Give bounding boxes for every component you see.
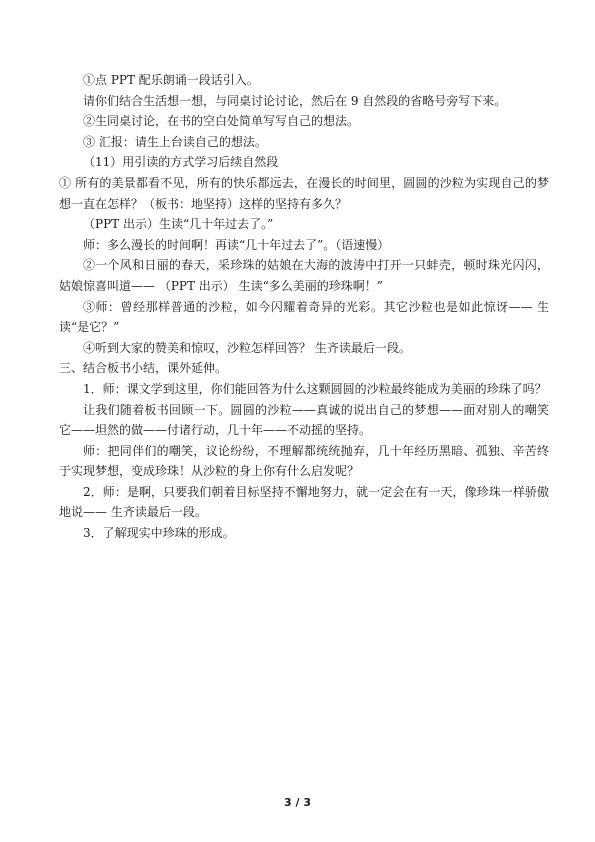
paragraph-3: ②生同桌讨论，在书的空白处简单写写自己的想法。 xyxy=(83,114,360,129)
paragraph-4: ③ 汇报：请生上台读自己的想法。 xyxy=(83,134,267,149)
paragraph-8: 师：多么漫长的时间啊！再读“几十年过去了”。（语速慢） xyxy=(83,237,390,252)
page-number: 3 / 3 xyxy=(284,796,311,809)
paragraph-7: （PPT 出示）生读“几十年过去了。” xyxy=(83,217,274,232)
paragraph-1: ①点 PPT 配乐朗诵一段话引入。 xyxy=(83,73,259,87)
paragraph-5: （11）用引读的方式学习后续自然段 xyxy=(83,155,279,170)
section-heading: 三、结合板书小结，课外延伸。 xyxy=(59,361,228,376)
paragraph-15: 师：把同伴们的嘲笑，议论纷纷，不理解都统统抛弃，几十年经历黑暗、孤独、辛苦终于实现梦想，变成珍珠！从沙粒的身上你有什么启发呢？ xyxy=(59,443,549,479)
paragraph-14: 让我们随着板书回顾一下。圆圆的沙粒——真诚的说出自己的梦想——面对别人的嘲笑它——坦然的做——付诸行动，几十年——不动摇的坚持。 xyxy=(59,402,549,438)
paragraph-11: ④听到大家的赞美和惊叹，沙粒怎样回答？ 生齐读最后一段。 xyxy=(83,340,411,355)
paragraph-13: 1．师：课文学到这里，你们能回答为什么这颗圆圆的沙粒最终能成为美丽的珍珠了吗？ xyxy=(83,381,547,396)
document-body xyxy=(59,70,549,544)
paragraph-2: 请你们结合生活想一想，与同桌讨论讨论，然后在 9 自然段的省略号旁写下来。 xyxy=(83,93,507,108)
paragraph-9: ②一个风和日丽的春天，采珍珠的姑娘在大海的波涛中打开一只蚌壳，顿时珠光闪闪，姑娘惊喜叫道—— （PPT 出示） 生读“多么美丽的珍珠啊！” xyxy=(59,258,549,293)
paragraph-17: 3．了解现实中珍珠的形成。 xyxy=(83,526,235,541)
paragraph-6: ① 所有的美景都看不见，所有的快乐都远去，在漫长的时间里，圆圆的沙粒为实现自己的梦想一直在怎样？（板书：地坚持）这样的坚持有多久？ xyxy=(59,175,549,211)
paragraph-16: 2．师：是啊，只要我们朝着目标坚持不懈地努力，就一定会在有一天，像珍珠一样骄傲地说—— 生齐读最后一段。 xyxy=(59,484,549,520)
paragraph-10: ③师：曾经那样普通的沙粒，如今闪耀着奇异的光彩。其它沙粒也是如此惊讶—— 生读“是它？” xyxy=(59,299,549,335)
